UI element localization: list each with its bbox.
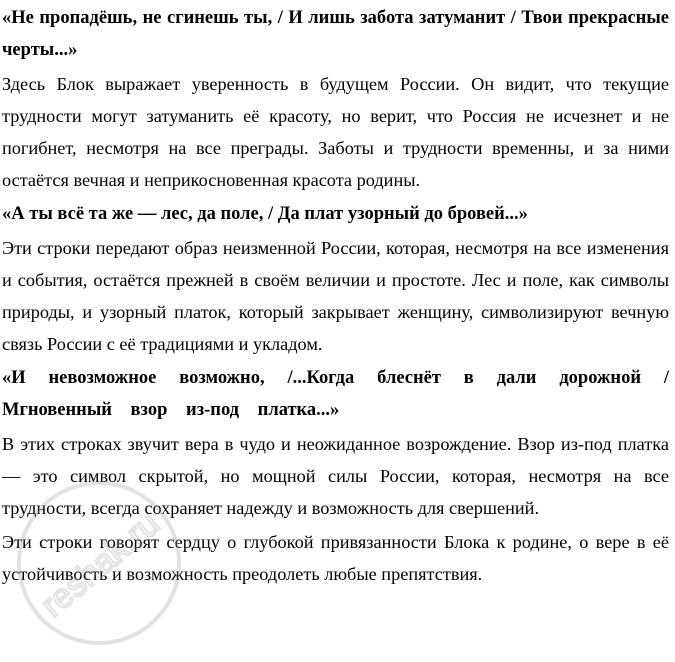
watermark-text: reshak.ru [33, 504, 167, 625]
paragraph-3: В этих строках звучит вера в чудо и неожиданное возрождение. Взор из-под платка — это символ скрытой, но мощной силы России, которая, несмотря на все трудности, всегда сохраняет надежду и возможность для свершений. [2, 434, 669, 518]
paragraph-2: Эти строки передают образ неизменной России, которая, несмотря на все изменения и события, остаётся прежней в своём величии и простоте. Лес и поле, как символы природы, и узорный платок, который закрывает женщину, символизируют вечную связь России с её традициями и укладом. [2, 238, 669, 354]
conclusion-paragraph: Эти строки говорят сердцу о глубокой привязанности Блока к родине, о вере в её устойчивость и возможность преодолеть любые препятствия. [2, 532, 669, 584]
quote-3: «И невозможное возможно, /...Когда блеснёт в дали дорожной / Мгновенный взор из-под платка...» [2, 368, 669, 420]
document-page [2, 2, 669, 590]
paragraph-1: Здесь Блок выражает уверенность в будущем России. Он видит, что текущие трудности могут затуманить её красоту, но верит, что Россия не исчезнет и не погибнет, несмотря на все преграды. Заботы и трудности временны, и за ними остаётся вечная и неприкосновенная красота родины. [2, 74, 669, 190]
quote-2: «А ты всё та же — лес, да поле, / Да плат узорный до бровей...» [2, 204, 528, 224]
quote-1: «Не пропадёшь, не сгинешь ты, / И лишь забота затуманит / Твои прекрасные черты...» [2, 8, 669, 60]
